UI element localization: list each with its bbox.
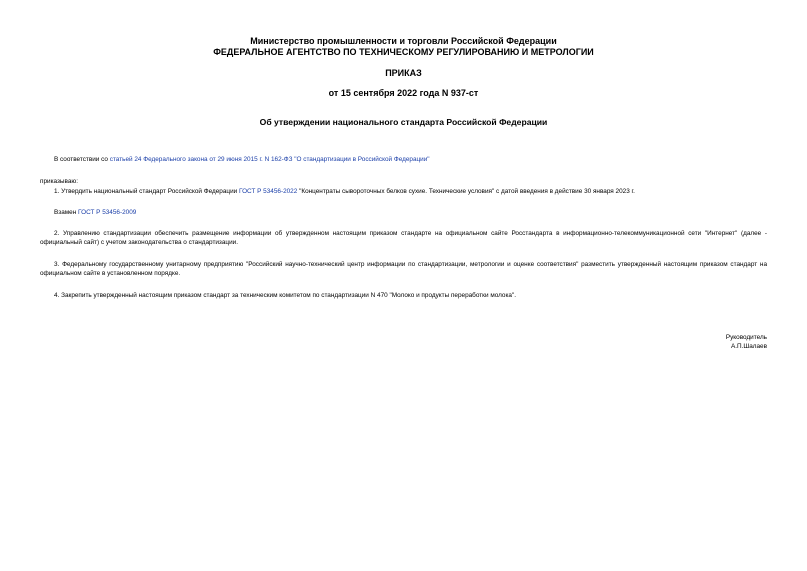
item-1-prefix: 1. Утвердить национальный стандарт Российской Федерации [54,188,239,195]
replaces-prefix: Взамен [54,209,78,216]
item-1-paragraph [54,187,635,196]
agency-heading: ФЕДЕРАЛЬНОЕ АГЕНТСТВО ПО ТЕХНИЧЕСКОМУ РЕГУЛИРОВАНИЮ И МЕТРОЛОГИИ [213,47,594,57]
replaces-paragraph [54,208,136,217]
item-1-suffix: "Концентраты сывороточных белков сухие. Технические условия" с датой введения в действие 30 января 2023 г. [297,188,635,195]
intro-text: В соответствии со [54,156,110,163]
signatory-role: Руководитель [725,334,767,341]
item-3-paragraph: 3. Федеральному государственному унитарному предприятию "Российский научно-технический центр информации по стандартизации, метрологии и оценке соответствия" разместить утвержденный настоящим приказом стандарт на официальном сайте в установленном порядке. [40,261,767,277]
date-number-heading: от 15 сентября 2022 года N 937-ст [328,88,479,98]
intro-paragraph [54,155,430,164]
law-article-link[interactable]: статьей 24 Федерального закона от 29 июня 2015 г. N 162-ФЗ "О стандартизации в Российской Федерации" [109,156,430,163]
gost-2009-link[interactable]: ГОСТ Р 53456-2009 [78,209,137,216]
gost-2022-link[interactable]: ГОСТ Р 53456-2022 [238,188,298,195]
subject-heading: Об утверждении национального стандарта Российской Федерации [259,117,548,127]
signatory-name: А.П.Шалаев [730,343,767,350]
ministry-heading: Министерство промышленности и торговли Российской Федерации [250,36,557,46]
order-word: приказываю: [40,178,78,185]
item-2-paragraph: 2. Управлению стандартизации обеспечить размещение информации об утвержденном настоящим приказом стандарте на официальном сайте Росстандарта в информационно-телекоммуникационной сети "Интернет" (далее - официальный сайт) с учетом законодательства о стандартизации. [40,230,767,246]
document-type-heading: ПРИКАЗ [385,68,422,78]
item-4-paragraph: 4. Закрепить утвержденный настоящим приказом стандарт за техническим комитетом по стандартизации N 470 "Молоко и продукты переработки молока". [54,292,517,299]
